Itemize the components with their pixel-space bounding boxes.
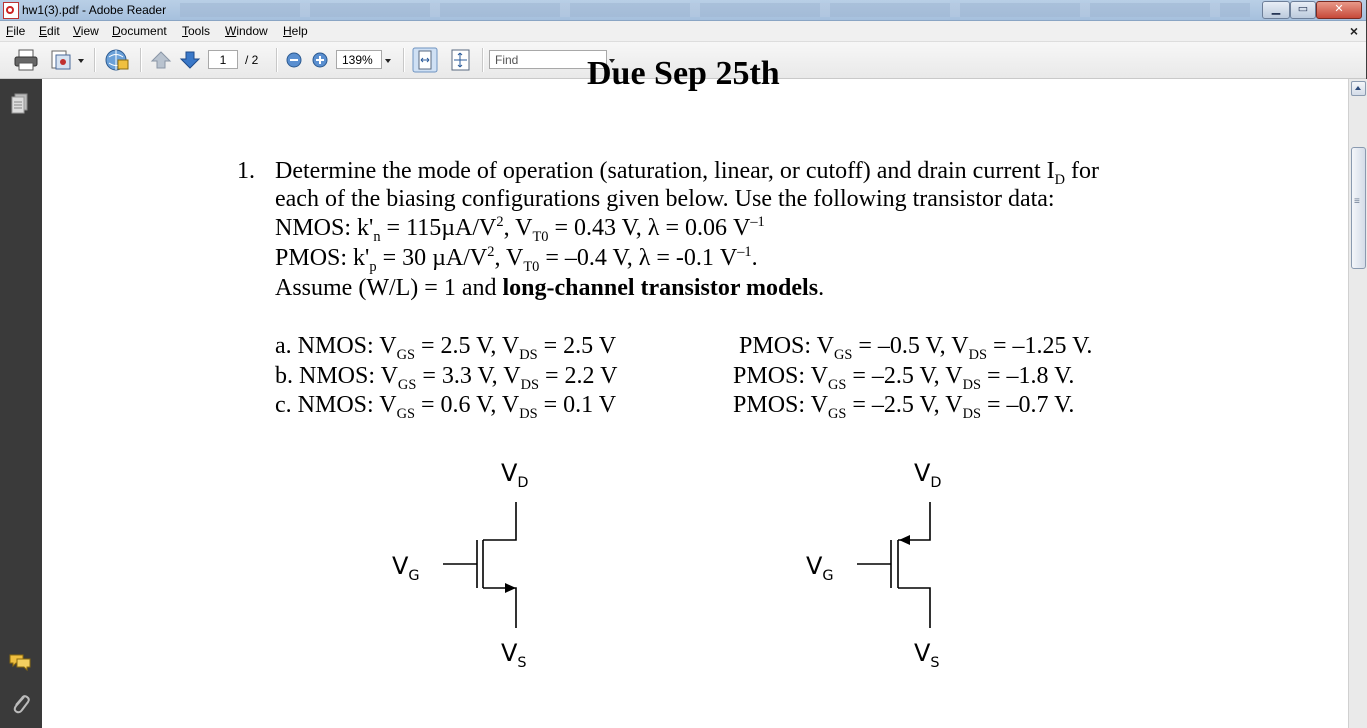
problem-line-2: each of the biasing configurations given below. Use the following transistor data: <box>275 186 1055 212</box>
nmos-drain-label: $V_D$ <box>501 459 529 491</box>
menu-help[interactable]: Help <box>283 24 308 38</box>
collaborate-icon[interactable] <box>104 48 130 72</box>
menu-tools[interactable]: Tools <box>182 24 211 38</box>
pmos-drain-label: $V_D$ <box>914 459 942 491</box>
vertical-scrollbar[interactable] <box>1348 79 1367 728</box>
fit-width-scroll-icon[interactable] <box>412 47 438 73</box>
problem-line-1: Determine the mode of operation (saturation, linear, or cutoff) and drain current $I_D$ for <box>275 158 1100 188</box>
navigation-pane <box>0 79 43 728</box>
window-title: hw1(3).pdf - Adobe Reader <box>22 3 167 17</box>
adobe-reader-icon <box>3 2 19 19</box>
nmos-source-label: $V_S$ <box>501 639 527 671</box>
pmos-gate-label: $V_G$ <box>806 552 834 584</box>
menu-file-rest: ile <box>13 24 26 38</box>
menu-document[interactable]: Document <box>112 24 167 38</box>
page-heading-partial: Due Sep 25th <box>587 55 780 92</box>
zoom-dropdown-icon[interactable] <box>385 59 391 63</box>
menu-file[interactable]: File <box>6 24 26 38</box>
minimize-button[interactable]: ▁ <box>1262 1 1290 19</box>
menu-bar <box>0 21 1366 42</box>
pmos-source-label: $V_S$ <box>914 639 940 671</box>
nmos-gate-label: $V_G$ <box>392 552 420 584</box>
background-taskbar-strip <box>180 3 1250 17</box>
assumption-line: Assume (W/L) = 1 and long-channel transistor models. <box>275 275 825 301</box>
page-number-input[interactable]: 1 <box>208 50 238 69</box>
zoom-in-icon[interactable] <box>312 52 328 68</box>
comments-panel-icon[interactable] <box>8 653 32 673</box>
menu-edit[interactable]: Edit <box>39 24 60 38</box>
nmos-transistor-data: NMOS: $k'_n = 115\mu A/V^2$, $V_{T0} = 0.43$ V, λ = 0.06 $V^{-1}$ <box>275 214 765 245</box>
menu-view[interactable]: View <box>73 24 99 38</box>
scroll-thumb[interactable] <box>1351 147 1366 269</box>
pmos-transistor-symbol <box>850 494 950 634</box>
close-window-button[interactable]: ✕ <box>1316 1 1362 19</box>
case-b-nmos: b. NMOS: $V_{GS} = 3.3$ V, $V_{DS} = 2.2$ V <box>275 363 618 393</box>
problem-number: 1. <box>237 158 255 184</box>
scroll-up-button[interactable] <box>1351 81 1366 96</box>
find-input[interactable]: Find <box>489 50 607 69</box>
zoom-level-input[interactable]: 139% <box>336 50 382 69</box>
menu-window[interactable]: Window <box>225 24 268 38</box>
create-pdf-icon[interactable] <box>50 49 74 71</box>
case-a-pmos: PMOS: $V_{GS} = -0.5$ V, $V_{DS} = -1.25$ V. <box>739 333 1093 363</box>
print-icon[interactable] <box>14 49 38 71</box>
attachments-paperclip-icon[interactable] <box>10 691 30 715</box>
create-pdf-dropdown-icon[interactable] <box>78 59 84 63</box>
case-a-nmos: a. NMOS: $V_{GS} = 2.5$ V, $V_{DS} = 2.5$ V <box>275 333 617 363</box>
page-total-label: / 2 <box>245 53 259 67</box>
previous-page-icon[interactable] <box>150 50 172 70</box>
case-b-pmos: PMOS: $V_{GS} = -2.5$ V, $V_{DS} = -1.8$ V. <box>733 363 1075 393</box>
case-c-nmos: c. NMOS: $V_{GS} = 0.6$ V, $V_{DS} = 0.1$ V <box>275 392 617 422</box>
pages-panel-icon[interactable] <box>10 93 30 115</box>
next-page-icon[interactable] <box>179 50 201 70</box>
zoom-out-icon[interactable] <box>286 52 302 68</box>
title-bar <box>0 0 1366 21</box>
fit-page-icon[interactable] <box>448 47 474 73</box>
maximize-button[interactable]: ▭ <box>1290 1 1316 19</box>
case-c-pmos: PMOS: $V_{GS} = -2.5$ V, $V_{DS} = -0.7$ V. <box>733 392 1075 422</box>
close-document-icon[interactable]: × <box>1349 23 1358 39</box>
nmos-transistor-symbol <box>437 494 537 634</box>
pmos-transistor-data: PMOS: $k'_p = 30$ $\mu A/V^2$, $V_{T0} = -0.4$ V, λ = -0.1 $V^{-1}$. <box>275 244 758 275</box>
